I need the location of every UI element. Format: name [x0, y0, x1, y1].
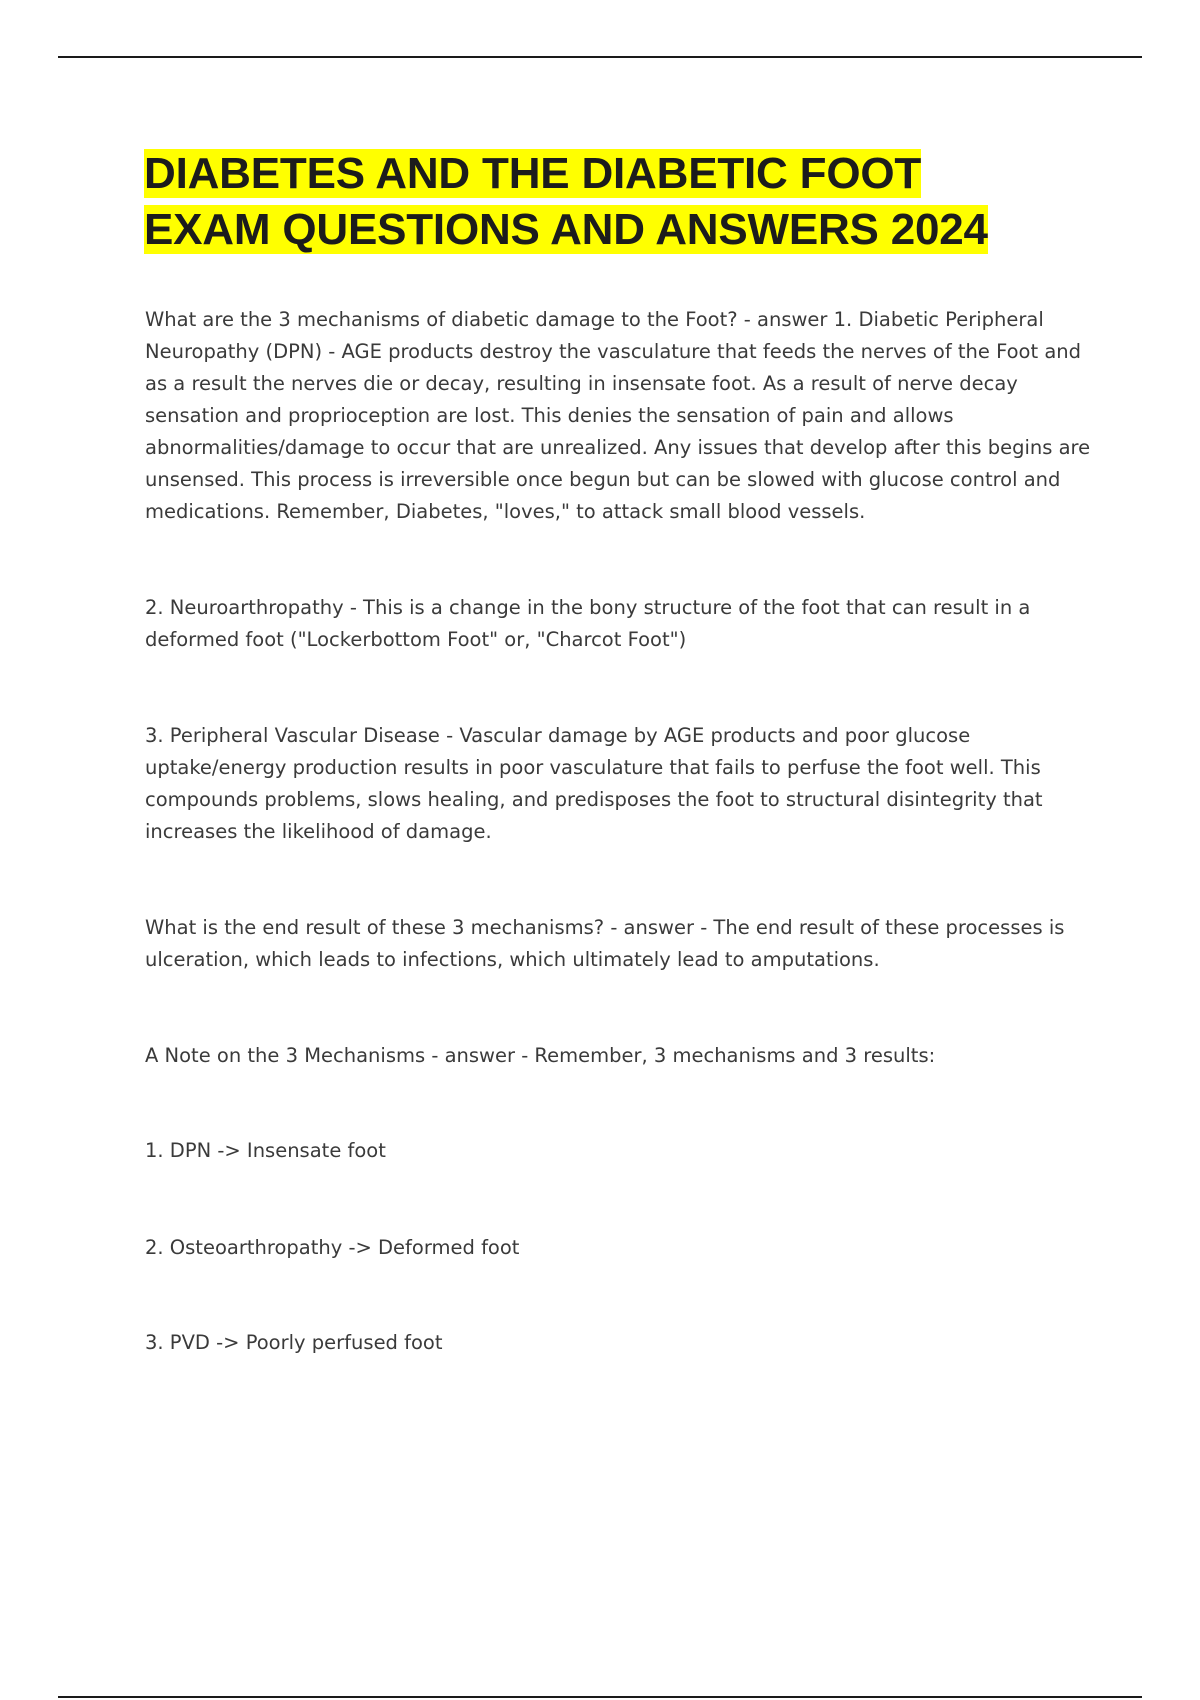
- paragraph-note-on-mechanisms: A Note on the 3 Mechanisms - answer - Remember, 3 mechanisms and 3 results:: [145, 1044, 936, 1067]
- title-line-1: DIABETES AND THE DIABETIC FOOT: [144, 149, 922, 198]
- paragraph-neuroarthropathy: 2. Neuroarthropathy - This is a change in the bony structure of the foot that can result in a deformed foot ("Lockerbottom Foot" or, "Charcot Foot"): [145, 596, 1031, 651]
- bottom-divider: [58, 1696, 1142, 1698]
- paragraph-end-result-question: What is the end result of these 3 mechanisms? - answer - The end result of these processes is ulceration, which leads to infections, which ultimately lead to amputations.: [145, 916, 1065, 971]
- title-line-2: EXAM QUESTIONS AND ANSWERS 2024: [144, 205, 988, 254]
- document-title: [144, 146, 1090, 258]
- paragraph-peripheral-vascular-disease: 3. Peripheral Vascular Disease - Vascular damage by AGE products and poor glucose uptake/energy production results in poor vasculature that fails to perfuse the foot well. This compounds problems, slows healing, and predisposes the foot to structural disintegrity that increases the likelihood of damage.: [145, 724, 1043, 843]
- list-item-osteoarthropathy: 2. Osteoarthropathy -> Deformed foot: [145, 1236, 520, 1259]
- list-item-pvd: 3. PVD -> Poorly perfused foot: [145, 1331, 443, 1354]
- paragraph-mechanisms-question: What are the 3 mechanisms of diabetic damage to the Foot? - answer 1. Diabetic Peripheral Neuropathy (DPN) - AGE products destroy the vasculature that feeds the nerves of the Foot and as a result the nerves die or decay, resulting in insensate foot. As a result of nerve decay sensation and proprioception are lost. This denies the sensation of pain and allows abnormalities/damage to occur that are unrealized. Any issues that develop after this begins are unsensed. This process is irreversible once begun but can be slowed with glucose control and medications. Remember, Diabetes, "loves," to attack small blood vessels.: [145, 308, 1091, 523]
- list-item-dpn: 1. DPN -> Insensate foot: [145, 1139, 386, 1162]
- top-divider: [58, 56, 1142, 58]
